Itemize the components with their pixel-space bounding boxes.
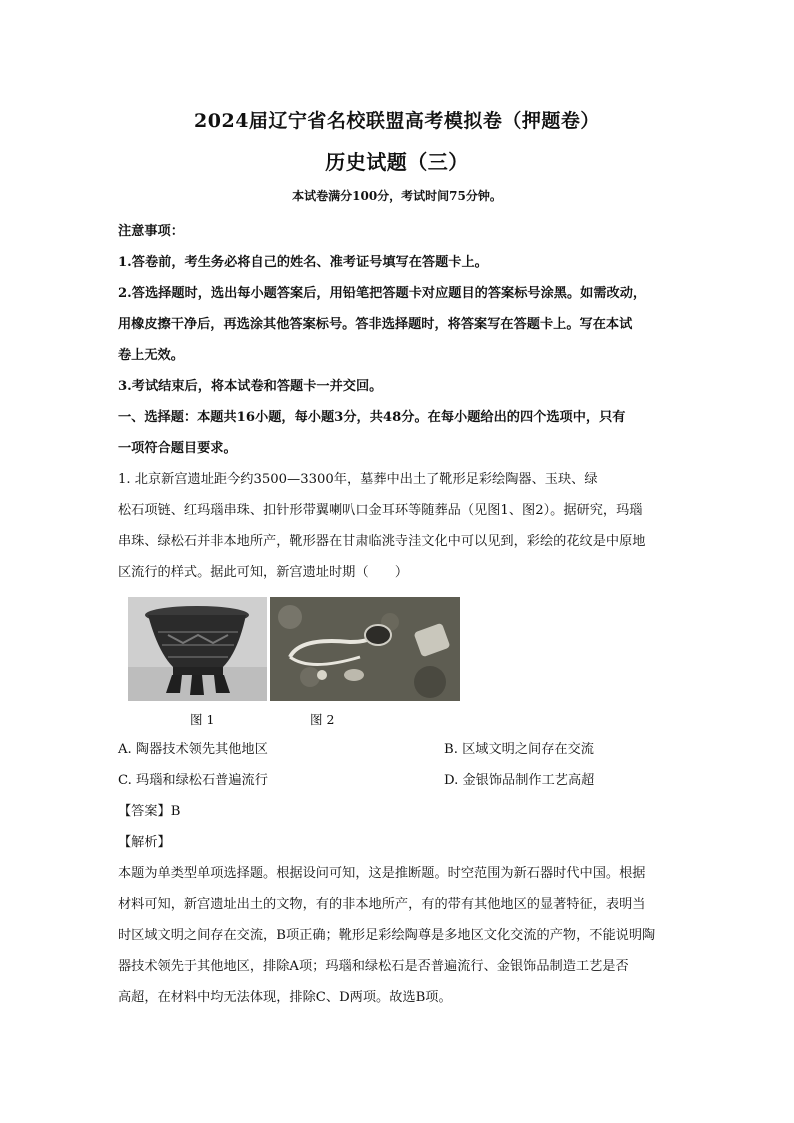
analysis-line: 高超，在材料中均无法体现，排除C、D两项。故选B项。 — [118, 990, 452, 1005]
answer-label: 【答案】B — [118, 804, 181, 819]
question-stem: 区流行的样式。据此可知，新宫遗址时期（ ） — [118, 565, 409, 580]
figure-2-image — [270, 597, 460, 701]
question-stem: 松石项链、红玛瑙串珠、扣针形带翼喇叭口金耳环等随葬品（见图1、图2）。据研究，玛瑙 — [118, 503, 643, 518]
section-heading: 一、选择题：本题共16小题，每小题3分，共48分。在每小题给出的四个选项中，只有 — [118, 410, 626, 425]
option-c[interactable]: C. 玛瑙和绿松石普遍流行 — [118, 773, 268, 788]
notice-heading: 注意事项： — [118, 224, 184, 239]
notice-line: 卷上无效。 — [118, 348, 184, 363]
exam-title: 2024届辽宁省名校联盟高考模拟卷（押题卷） — [194, 110, 600, 132]
option-b[interactable]: B. 区域文明之间存在交流 — [444, 742, 594, 757]
section-heading: 一项符合题目要求。 — [118, 441, 237, 456]
exam-meta: 本试卷满分100分，考试时间75分钟。 — [292, 189, 502, 203]
question-stem: 串珠、绿松石并非本地所产，靴形器在甘肃临洮寺洼文化中可以见到，彩绘的花纹是中原地 — [118, 534, 646, 549]
figure-1-caption: 图 1 — [190, 712, 215, 727]
exam-subtitle: 历史试题（三） — [325, 150, 469, 174]
notice-line: 2.答选择题时，选出每小题答案后，用铅笔把答题卡对应题目的答案标号涂黑。如需改动， — [118, 286, 647, 301]
analysis-line: 器技术领先于其他地区，排除A项；玛瑙和绿松石是否普遍流行、金银饰品制造工艺是否 — [118, 959, 629, 974]
analysis-line: 材料可知，新宫遗址出土的文物，有的非本地所产，有的带有其他地区的显著特征，表明当 — [118, 897, 646, 912]
analysis-line: 时区域文明之间存在交流，B项正确；靴形足彩绘陶尊是多地区文化交流的产物，不能说明陶 — [118, 928, 656, 943]
analysis-line: 本题为单类型单项选择题。根据设问可知，这是推断题。时空范围为新石器时代中国。根据 — [118, 866, 646, 881]
notice-line: 3.考试结束后，将本试卷和答题卡一并交回。 — [118, 379, 383, 394]
notice-line: 用橡皮擦干净后，再选涂其他答案标号。答非选择题时，将答案写在答题卡上。写在本试 — [118, 317, 633, 332]
question-stem: 1. 北京新宫遗址距今约3500—3300年，墓葬中出土了靴形足彩绘陶器、玉玦、绿 — [118, 472, 598, 487]
notice-line: 1.答卷前，考生务必将自己的姓名、准考证号填写在答题卡上。 — [118, 255, 488, 270]
analysis-heading: 【解析】 — [118, 835, 171, 850]
option-a[interactable]: A. 陶器技术领先其他地区 — [118, 742, 268, 757]
option-d[interactable]: D. 金银饰品制作工艺高超 — [444, 773, 595, 788]
figure-2-caption: 图 2 — [310, 712, 335, 727]
figure-1-image — [128, 597, 267, 701]
